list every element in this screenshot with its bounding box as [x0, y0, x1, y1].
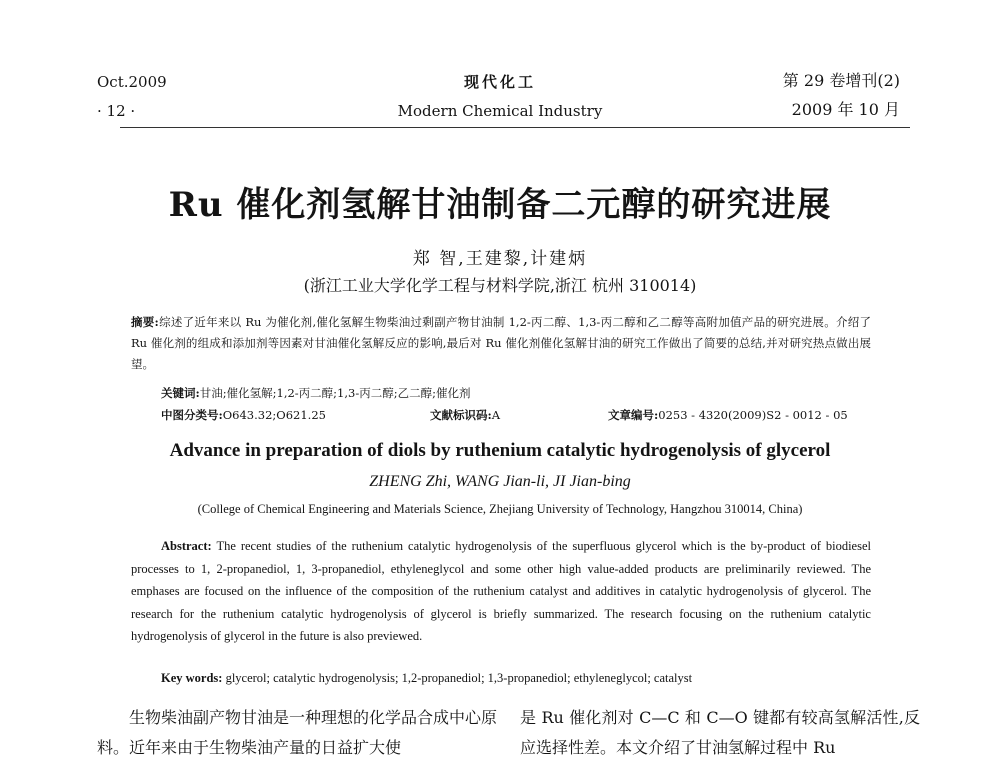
keywords-cn — [161, 384, 470, 402]
authors-cn: 郑 智,王建黎,计建炳 — [412, 249, 588, 269]
affiliation-cn: (浙江工业大学化学工程与材料学院,浙江 杭州 310014) — [303, 276, 697, 295]
abstract-en-label: Abstract: — [161, 539, 212, 553]
header-volume: 第 29 卷增刊(2) — [782, 71, 900, 90]
article-no-value: 0253 - 4320(2009)S2 - 0012 - 05 — [658, 408, 848, 422]
article-number — [608, 406, 848, 424]
keywords-en-label: Key words: — [161, 671, 223, 685]
abstract-cn-label: 摘要: — [131, 315, 159, 329]
affiliation-en: (College of Chemical Engineering and Materials Science, Zhejiang University of Technology, Hangzhou 310014, China) — [197, 502, 803, 516]
article-no-label: 文章编号: — [608, 408, 659, 422]
article-title-en: Advance in preparation of diols by ruthenium catalytic hydrogenolysis of glycerol — [169, 440, 831, 461]
abstract-en — [131, 535, 871, 648]
keywords-en — [161, 671, 871, 686]
body-left-column: 生物柴油副产物甘油是一种理想的化学品合成中心原料。近年来由于生物柴油产量的日益扩大使 — [97, 708, 498, 757]
journal-name-en: Modern Chemical Industry — [397, 102, 603, 120]
keywords-cn-label: 关键词: — [161, 386, 200, 400]
clc-value: O643.32;O621.25 — [222, 408, 326, 422]
document-code — [430, 406, 500, 424]
header-date: Oct.2009 — [97, 73, 167, 91]
body-right-column: 是 Ru 催化剂对 C—C 和 C—O 键都有较高氢解活性,反应选择性差。本文介绍了甘油氢解过程中 Ru — [520, 708, 920, 757]
authors-en: ZHENG Zhi, WANG Jian-li, JI Jian-bing — [369, 473, 631, 490]
doc-code-label: 文献标识码: — [430, 408, 492, 422]
clc-label: 中图分类号: — [161, 408, 223, 422]
header-rule — [120, 127, 910, 128]
keywords-cn-text: 甘油;催化氢解;1,2-丙二醇;1,3-丙二醇;乙二醇;催化剂 — [199, 386, 471, 400]
abstract-cn — [131, 312, 871, 375]
clc-number — [161, 406, 326, 424]
abstract-cn-text: 综述了近年来以 Ru 为催化剂,催化氢解生物柴油过剩副产物甘油制 1,2-丙二醇、1,3-丙二醇和乙二醇等高附加值产品的研究进展。介绍了 Ru 催化剂的组成和添加剂等因素对甘油催化氢解反应的影响,最后对 Ru 催化剂催化氢解甘油的研究工作做出了简要的总结,并对研究热点做出展望。 — [131, 315, 872, 371]
header-page-number: · 12 · — [97, 102, 136, 120]
journal-name-cn: 现代化工 — [463, 73, 536, 91]
abstract-en-text: The recent studies of the ruthenium catalytic hydrogenolysis of the superfluous glycerol which is the by-product of biodiesel processes to 1, 2-propanediol, 1, 3-propanediol, ethyleneglycol and some other high value-added products are preliminarily reviewed. The emphases are focused on the influence of the composition of the ruthenium catalyst and additives in catalytic hydrogenolysis of glycerol. The research for the ruthenium catalytic hydrogenolysis of glycerol is briefly summarized. The research focusing on the ruthenium catalytic hydrogenolysis of glycerol in the future is also previewed. — [131, 539, 871, 643]
doc-code-value: A — [491, 408, 501, 422]
article-title-cn: Ru 催化剂氢解甘油制备二元醇的研究进展 — [168, 185, 832, 225]
header-issue-date: 2009 年 10 月 — [791, 100, 900, 119]
keywords-en-text: glycerol; catalytic hydrogenolysis; 1,2-propanediol; 1,3-propanediol; ethyleneglycol; catalyst — [225, 671, 693, 685]
